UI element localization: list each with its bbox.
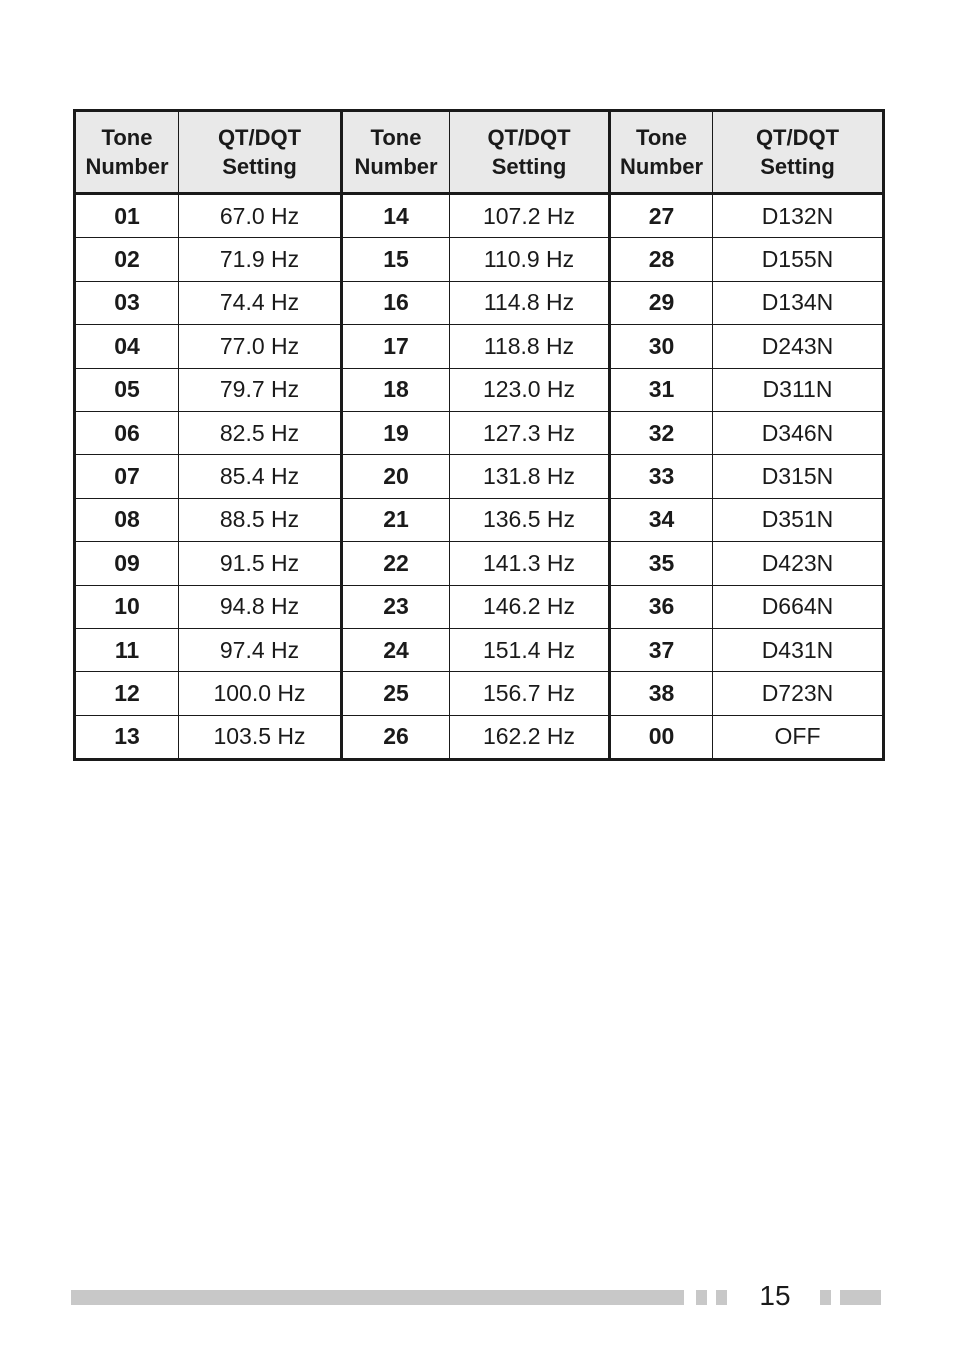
- qt-dqt-setting-cell: 151.4 Hz: [450, 628, 610, 671]
- qt-dqt-setting-cell: 118.8 Hz: [450, 325, 610, 368]
- header-line: Setting: [222, 154, 297, 179]
- qt-dqt-setting-cell: 156.7 Hz: [450, 672, 610, 715]
- tone-number-cell: 19: [342, 411, 450, 454]
- header-row: [75, 111, 884, 194]
- tone-number-cell: 10: [75, 585, 179, 628]
- tone-number-cell: 18: [342, 368, 450, 411]
- qt-dqt-setting-cell: 123.0 Hz: [450, 368, 610, 411]
- header-line: Tone: [101, 125, 153, 150]
- header-line: Setting: [491, 154, 567, 179]
- header-tone-number: [610, 111, 713, 194]
- header-line: QT/DQT: [487, 125, 571, 150]
- header-tone-number: [75, 111, 179, 194]
- tone-number-cell: 07: [75, 455, 179, 498]
- qt-dqt-setting-cell: 74.4 Hz: [179, 281, 342, 324]
- qt-dqt-setting-cell: D155N: [713, 238, 884, 281]
- header-line: Number: [619, 154, 704, 179]
- table-row: [75, 585, 884, 628]
- tone-number-cell: 00: [610, 715, 713, 759]
- qt-dqt-setting-cell: D134N: [713, 281, 884, 324]
- header-line: Setting: [760, 154, 835, 179]
- qt-dqt-setting-cell: 131.8 Hz: [450, 455, 610, 498]
- tone-number-cell: 31: [610, 368, 713, 411]
- tone-number-cell: 05: [75, 368, 179, 411]
- tone-number-cell: 32: [610, 411, 713, 454]
- table-row: [75, 672, 884, 715]
- table-row: [75, 411, 884, 454]
- qt-dqt-setting-cell: 88.5 Hz: [179, 498, 342, 541]
- qt-dqt-setting-cell: 79.7 Hz: [179, 368, 342, 411]
- header-qt-dqt-setting: [179, 111, 342, 194]
- qt-dqt-setting-cell: 85.4 Hz: [179, 455, 342, 498]
- tone-number-cell: 01: [75, 194, 179, 238]
- header-line: QT/DQT: [217, 125, 302, 150]
- qt-dqt-setting-cell: 67.0 Hz: [179, 194, 342, 238]
- qt-dqt-setting-cell: D311N: [713, 368, 884, 411]
- tone-number-cell: 16: [342, 281, 450, 324]
- qt-dqt-setting-cell: 146.2 Hz: [450, 585, 610, 628]
- qt-dqt-setting-cell: D431N: [713, 628, 884, 671]
- tone-number-cell: 06: [75, 411, 179, 454]
- header-tone-number: [342, 111, 450, 194]
- header-line: Tone: [370, 125, 422, 150]
- tone-number-cell: 15: [342, 238, 450, 281]
- qt-dqt-setting-cell: 103.5 Hz: [179, 715, 342, 759]
- tone-number-cell: 13: [75, 715, 179, 759]
- tone-number-cell: 02: [75, 238, 179, 281]
- table-row: [75, 368, 884, 411]
- qt-dqt-setting-cell: D132N: [713, 194, 884, 238]
- tone-number-cell: 22: [342, 542, 450, 585]
- footer-bar-end: [840, 1290, 881, 1305]
- table-row: [75, 238, 884, 281]
- tone-number-cell: 26: [342, 715, 450, 759]
- table-row: [75, 194, 884, 238]
- tone-number-cell: 35: [610, 542, 713, 585]
- tone-number-cell: 20: [342, 455, 450, 498]
- tone-number-cell: 17: [342, 325, 450, 368]
- qt-dqt-setting-cell: D664N: [713, 585, 884, 628]
- tone-number-cell: 23: [342, 585, 450, 628]
- tone-number-cell: 12: [75, 672, 179, 715]
- table-body: [75, 194, 884, 760]
- tone-number-cell: 29: [610, 281, 713, 324]
- qt-dqt-setting-cell: 136.5 Hz: [450, 498, 610, 541]
- header-line: Number: [354, 154, 438, 179]
- footer-square-marker: [696, 1290, 707, 1305]
- qt-dqt-setting-cell: 97.4 Hz: [179, 628, 342, 671]
- table-row: [75, 542, 884, 585]
- qt-dqt-setting-cell: 114.8 Hz: [450, 281, 610, 324]
- tone-number-cell: 34: [610, 498, 713, 541]
- tone-number-cell: 27: [610, 194, 713, 238]
- table-row: [75, 715, 884, 759]
- table-row: [75, 325, 884, 368]
- qt-dqt-setting-cell: 110.9 Hz: [450, 238, 610, 281]
- tone-number-cell: 33: [610, 455, 713, 498]
- tone-number-cell: 09: [75, 542, 179, 585]
- tone-number-cell: 11: [75, 628, 179, 671]
- qt-dqt-setting-cell: D346N: [713, 411, 884, 454]
- qt-dqt-setting-cell: D351N: [713, 498, 884, 541]
- qt-dqt-setting-cell: 94.8 Hz: [179, 585, 342, 628]
- footer-square-marker: [716, 1290, 727, 1305]
- qt-dqt-setting-cell: 91.5 Hz: [179, 542, 342, 585]
- tone-number-cell: 08: [75, 498, 179, 541]
- table-header: [75, 111, 884, 194]
- qt-dqt-setting-cell: 162.2 Hz: [450, 715, 610, 759]
- qt-dqt-setting-cell: 100.0 Hz: [179, 672, 342, 715]
- header-line: Tone: [636, 125, 687, 150]
- tone-number-cell: 36: [610, 585, 713, 628]
- table-row: [75, 498, 884, 541]
- qt-dqt-setting-cell: 82.5 Hz: [179, 411, 342, 454]
- tone-number-cell: 24: [342, 628, 450, 671]
- tone-table: [73, 109, 885, 761]
- header-qt-dqt-setting: [450, 111, 610, 194]
- qt-dqt-setting-cell: D243N: [713, 325, 884, 368]
- tone-number-cell: 30: [610, 325, 713, 368]
- qt-dqt-setting-cell: D423N: [713, 542, 884, 585]
- qt-dqt-setting-cell: 127.3 Hz: [450, 411, 610, 454]
- qt-dqt-setting-cell: 71.9 Hz: [179, 238, 342, 281]
- tone-number-cell: 25: [342, 672, 450, 715]
- qt-dqt-setting-cell: 77.0 Hz: [179, 325, 342, 368]
- qt-dqt-setting-cell: OFF: [713, 715, 884, 759]
- qt-dqt-setting-cell: 107.2 Hz: [450, 194, 610, 238]
- qt-dqt-setting-cell: D723N: [713, 672, 884, 715]
- header-qt-dqt-setting: [713, 111, 884, 194]
- qt-dqt-setting-cell: D315N: [713, 455, 884, 498]
- footer-bar: [71, 1290, 684, 1305]
- tone-number-cell: 28: [610, 238, 713, 281]
- tone-number-cell: 14: [342, 194, 450, 238]
- tone-number-cell: 38: [610, 672, 713, 715]
- page-number: 15: [759, 1280, 791, 1311]
- footer-square-marker: [820, 1290, 831, 1305]
- header-line: Number: [85, 154, 169, 179]
- header-line: QT/DQT: [755, 125, 840, 150]
- table-row: [75, 281, 884, 324]
- tone-number-cell: 21: [342, 498, 450, 541]
- tone-number-cell: 03: [75, 281, 179, 324]
- table-row: [75, 628, 884, 671]
- tone-number-cell: 04: [75, 325, 179, 368]
- qt-dqt-setting-cell: 141.3 Hz: [450, 542, 610, 585]
- table-row: [75, 455, 884, 498]
- tone-number-cell: 37: [610, 628, 713, 671]
